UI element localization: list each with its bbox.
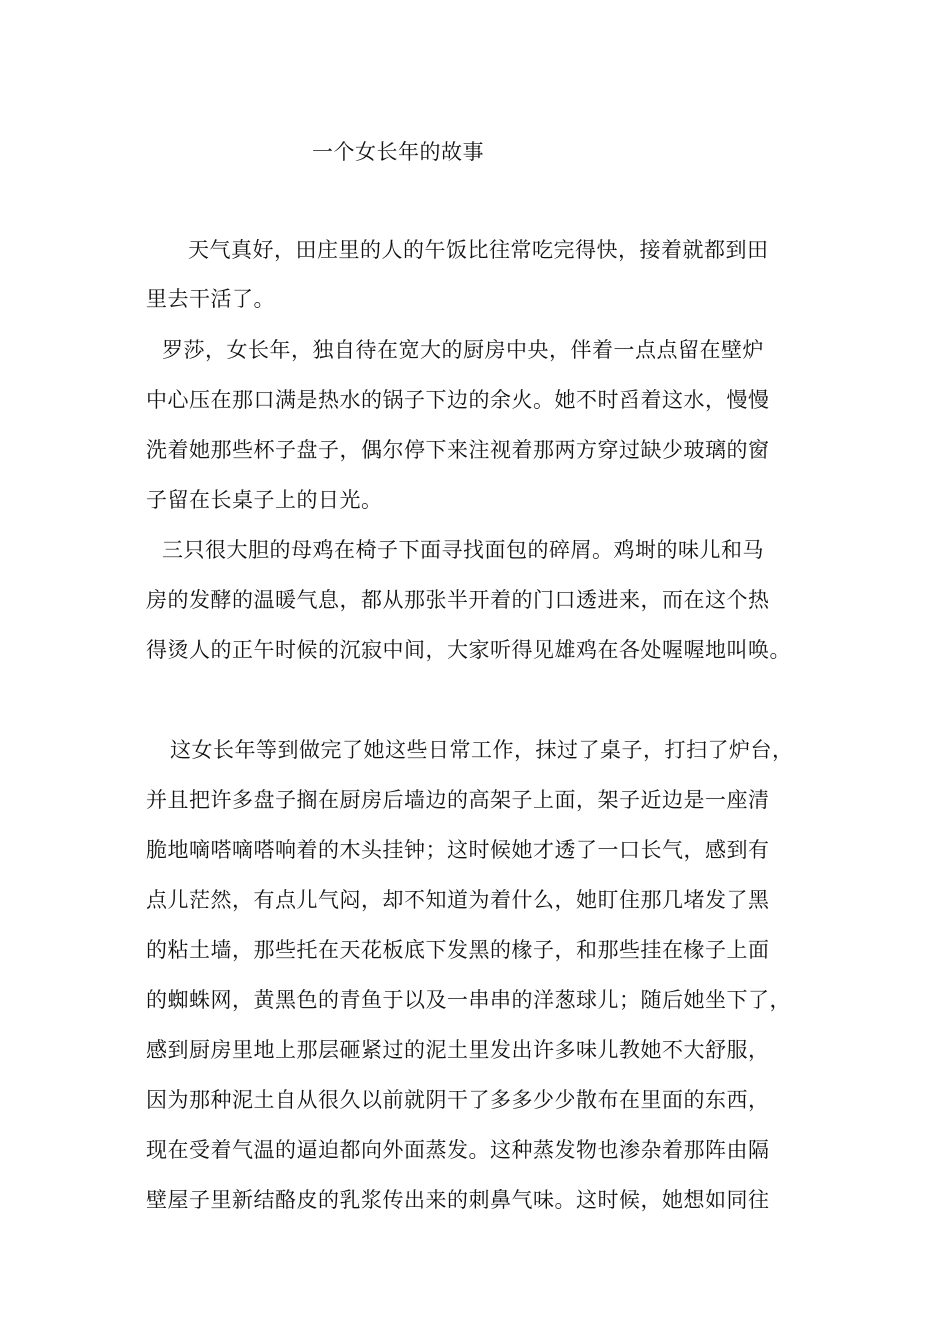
paragraph-4-line-8: 因为那种泥土自从很久以前就阴干了多多少少散布在里面的东西，: [146, 1088, 770, 1112]
paragraph-1-line-2: 里去干活了。: [146, 287, 275, 311]
paragraph-4-line-5: 的粘土墙，那些托在天花板底下发黑的椽子，和那些挂在椽子上面: [146, 938, 770, 962]
paragraph-4-line-3: 脆地嘀嗒嘀嗒响着的木头挂钟；这时候她才透了一口长气，感到有: [146, 838, 770, 862]
paragraph-2-line-1: 罗莎，女长年，独自待在宽大的厨房中央，伴着一点点留在壁炉: [162, 338, 764, 362]
paragraph-4-line-9: 现在受着气温的逼迫都向外面蒸发。这种蒸发物也渗杂着那阵由隔: [146, 1138, 770, 1162]
paragraph-2-line-4: 子留在长桌子上的日光。: [146, 488, 383, 512]
paragraph-4-line-6: 的蜘蛛网，黄黑色的青鱼于以及一串串的洋葱球儿；随后她坐下了，: [146, 988, 791, 1012]
paragraph-2-line-2: 中心压在那口满是热水的锅子下边的余火。她不时舀着这水，慢慢: [146, 388, 770, 412]
paragraph-3-line-2: 房的发酵的温暖气息，都从那张半开着的门口透进来，而在这个热: [146, 588, 770, 612]
paragraph-4-line-1: 这女长年等到做完了她这些日常工作，抹过了桌子，打扫了炉台，: [170, 738, 794, 762]
paragraph-3-line-3: 得烫人的正午时候的沉寂中间，大家听得见雄鸡在各处喔喔地叫唤。: [146, 638, 791, 662]
document-title: 一个女长年的故事: [312, 140, 484, 164]
paragraph-1-line-1: 天气真好，田庄里的人的午饭比往常吃完得快，接着就都到田: [188, 238, 769, 262]
paragraph-4-line-2: 并且把许多盘子搁在厨房后墙边的高架子上面，架子近边是一座清: [146, 788, 770, 812]
paragraph-4-line-7: 感到厨房里地上那层砸紧过的泥土里发出许多味儿教她不大舒服，: [146, 1038, 770, 1062]
paragraph-4-line-10: 壁屋子里新结酪皮的乳浆传出来的刺鼻气味。这时候，她想如同往: [146, 1188, 770, 1212]
paragraph-2-line-3: 洗着她那些杯子盘子，偶尔停下来注视着那两方穿过缺少玻璃的窗: [146, 438, 770, 462]
paragraph-4-line-4: 点儿茫然，有点儿气闷，却不知道为着什么，她盯住那几堵发了黑: [146, 888, 770, 912]
paragraph-3-line-1: 三只很大胆的母鸡在椅子下面寻找面包的碎屑。鸡埘的味儿和马: [162, 538, 764, 562]
